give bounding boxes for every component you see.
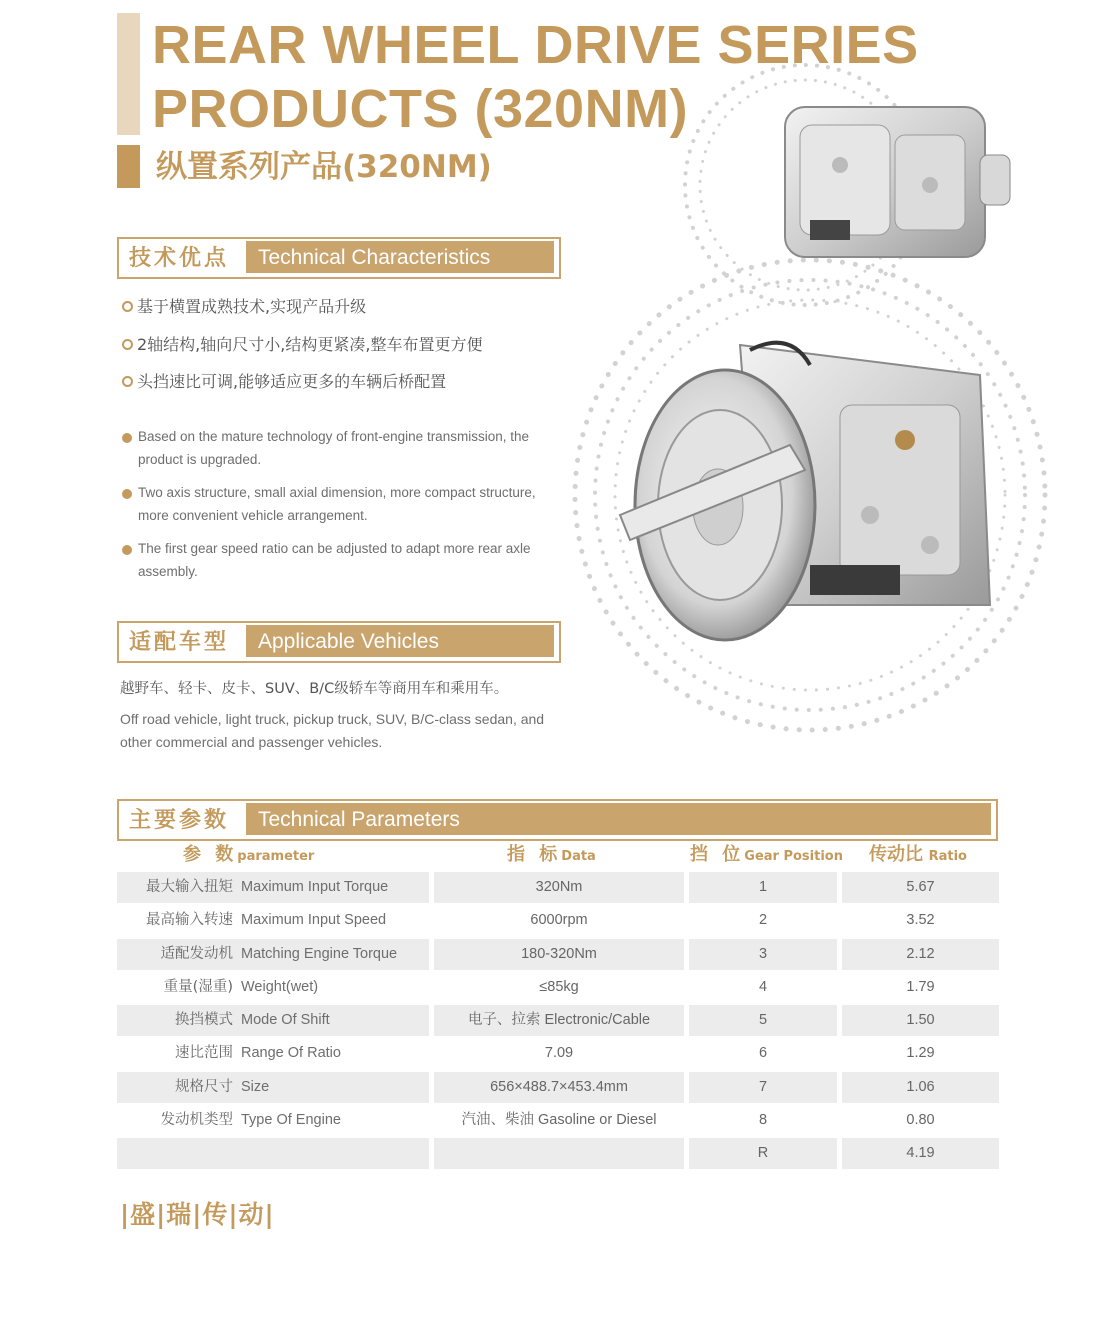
section-label-en: Technical Parameters (258, 808, 460, 831)
footer-brand: |盛|瑞|传|动| (120, 1200, 275, 1229)
section-label-en: Technical Characteristics (258, 246, 491, 269)
section-header-parameters (117, 799, 998, 841)
header-ratio: 传动比 Ratio (869, 844, 967, 865)
product-illustration (560, 45, 1060, 745)
transmission-main-icon (620, 343, 990, 640)
table-row: 最大输入扭矩 Maximum Input Torque 320Nm 1 5.67 (117, 872, 999, 905)
feature-en-item: Two axis structure, small axial dimension, more compact structure, more convenient vehicle arrangement. (122, 481, 552, 527)
table-row: 最高输入转速 Maximum Input Speed 6000rpm 2 3.52 (146, 912, 935, 929)
table-row: 发动机类型 Type Of Engine 汽油、柴油 Gasoline or Diesel 8 0.80 (160, 1112, 935, 1129)
feature-cn-item: 基于横置成熟技术,实现产品升级 (122, 296, 366, 318)
page-subtitle-cn: 纵置系列产品(320NM) (156, 149, 492, 185)
vehicles-text-en: Off road vehicle, light truck, pickup truck, SUV, B/C-class sedan, and other commercial and passenger vehicles. (120, 711, 545, 750)
subtitle-accent-bar (117, 145, 140, 188)
section-label-cn: 主要参数 (129, 808, 230, 833)
vehicles-text-cn: 越野车、轻卡、皮卡、SUV、B/C级轿车等商用车和乘用车。 (120, 681, 509, 697)
feature-cn-item: 头挡速比可调,能够适应更多的车辆后桥配置 (122, 371, 446, 393)
section-label-box (246, 803, 991, 835)
ring-bullet-icon (122, 339, 133, 350)
section-label-cn: 适配车型 (129, 630, 230, 655)
table-row: R 4.19 (117, 1138, 999, 1171)
page-title-line-1: REAR WHEEL DRIVE SERIES (152, 15, 919, 75)
dot-bullet-icon (122, 545, 132, 555)
ring-bullet-icon (122, 376, 133, 387)
section-header-vehicles (117, 621, 561, 663)
transmission-top-icon (785, 107, 1010, 257)
dot-bullet-icon (122, 489, 132, 499)
table-row: 规格尺寸 Size 656×488.7×453.4mm 7 1.06 (117, 1072, 999, 1105)
section-label-en: Applicable Vehicles (258, 630, 439, 653)
table-header-row (117, 838, 999, 872)
feature-en-item: Based on the mature technology of front-engine transmission, the product is upgraded. (122, 425, 552, 471)
table-row: 换挡模式 Mode Of Shift 电子、拉索 Electronic/Cable 5 1.50 (117, 1005, 999, 1038)
title-accent-bar (117, 13, 140, 135)
section-label-box (246, 241, 554, 273)
feature-cn-item: 2轴结构,轴向尺寸小,结构更紧凑,整车布置更方便 (122, 334, 482, 356)
dot-bullet-icon (122, 433, 132, 443)
table-row: 重量(湿重) Weight(wet) ≤85kg 4 1.79 (163, 978, 935, 995)
header-parameter: 参 数parameter (183, 844, 315, 865)
section-header-technical (117, 237, 561, 279)
ring-bullet-icon (122, 301, 133, 312)
table-row: 适配发动机 Matching Engine Torque 180-320Nm 3 2.12 (117, 939, 999, 972)
section-label-cn: 技术优点 (129, 246, 230, 271)
header-data: 指 标Data (507, 844, 596, 865)
feature-en-item: The first gear speed ratio can be adjusted to adapt more rear axle assembly. (122, 537, 552, 583)
page-title-line-2: PRODUCTS (320NM) (152, 79, 689, 139)
table-row: 速比范围 Range Of Ratio 7.09 6 1.29 (175, 1045, 935, 1062)
header-gear-position: 挡 位Gear Position (690, 844, 843, 865)
section-label-box (246, 625, 554, 657)
parameters-table (117, 838, 999, 1172)
